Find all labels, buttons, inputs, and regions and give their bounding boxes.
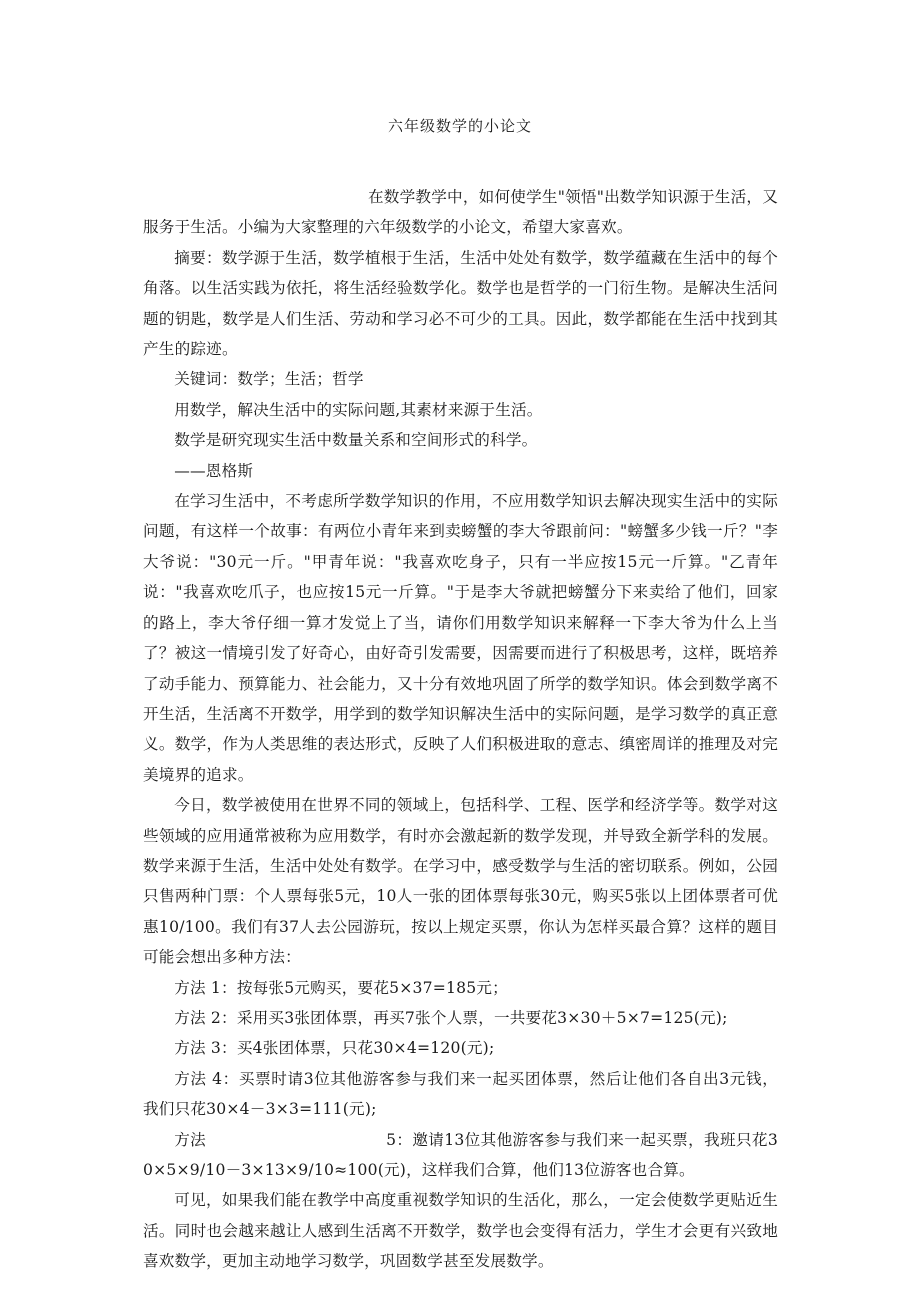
intro-paragraph: 在数学教学中，如何使学生"领悟"出数学知识源于生活，又服务于生活。小编为大家整理的六年级数学的小论文，希望大家喜欢。 [143,188,778,237]
abstract-paragraph: 摘要：数学源于生活，数学植根于生活，生活中处处有数学，数学蕴藏在生活中的每个角落。以生活实践为依托，将生活经验数学化。数学也是哲学的一门衍生物。是解决生活问题的钥匙，数学是人们生活、劳动和学习必不可少的工具。因此，数学都能在生活中找到其产生的踪迹。 [143,248,778,359]
method-5-label: 方法 [174,1130,207,1149]
keywords-line: 关键词：数学；生活；哲学 [174,370,364,389]
method-2: 方法 2：采用买3张团体票，再买7张个人票，一共要花3×30＋5×7=125(元); [174,1008,728,1027]
method-5 [143,1125,778,1186]
conclusion-paragraph: 可见，如果我们能在教学中高度重视数学知识的生活化，那么，一定会使数学更贴近生活。同时也会越来越让人感到生活离不开数学，数学也会变得有活力，学生才会更有兴致地喜欢数学，更加主动地学习数学，巩固数学甚至发展数学。 [143,1191,778,1271]
today-paragraph: 今日，数学被使用在世界不同的领域上，包括科学、工程、医学和经济学等。数学对这些领域的应用通常被称为应用数学，有时亦会激起新的数学发现，并导致全新学科的发展。数学来源于生活，生活中处处有数学。在学习中，感受数学与生活的密切联系。例如，公园只售两种门票：个人票每张5元，10人一张的团体票每张30元，购买5张以上团体票者可优惠10/100。我们有37人去公园游玩，按以上规定买票，你认为怎样买最合算？这样的题目可能会想出多种方法： [143,796,778,967]
story-paragraph: 在学习生活中，不考虑所学数学知识的作用，不应用数学知识去解决现实生活中的实际问题，有这样一个故事：有两位小青年来到卖螃蟹的李大爷跟前问："螃蟹多少钱一斤？"李大爷说："30元一斤。"甲青年说："我喜欢吃身子，只有一半应按15元一斤算。"乙青年说："我喜欢吃爪子，也应按15元一斤算。"于是李大爷就把螃蟹分下来卖给了他们，回家的路上，李大爷仔细一算才发觉上了当，请你们用数学知识来解释一下李大爷为什么上当了？被这一情境引发了好奇心，由好奇引发需要，因需要而进行了积极思考，这样，既培养了动手能力、预算能力、社会能力，又十分有效地巩固了所学的数学知识。体会到数学离不开生活，生活离不开数学，用学到的数学知识解决生活中的实际问题，是学习数学的真正意义。数学，作为人类思维的表达形式，反映了人们积极进取的意志、缜密周详的推理及对完美境界的追求。 [143,492,778,784]
method-1: 方法 1：按每张5元购买，要花5×37=185元； [174,978,508,997]
method-4: 方法 4：买票时请3位其他游客参与我们来一起买团体票，然后让他们各自出3元钱，我们只花30×4－3×3=111(元); [143,1069,778,1119]
method-3: 方法 3：买4张团体票，只花30×4=120(元); [174,1039,495,1058]
document-title: 六年级数学的小论文 [387,117,532,135]
quote-line: 数学是研究现实生活中数量关系和空间形式的科学。 [174,431,538,450]
method-5-text: 5：邀请13位其他游客参与我们来一起买票，我班只花30×5×9/10－3×13×9/10≈100(元)，这样我们合算，他们13位游客也合算。 [143,1130,778,1179]
document-body [143,182,778,1277]
use-math-line: 用数学，解决生活中的实际问题,其素材来源于生活。 [174,400,543,419]
quote-author: ——恩格斯 [174,461,254,480]
